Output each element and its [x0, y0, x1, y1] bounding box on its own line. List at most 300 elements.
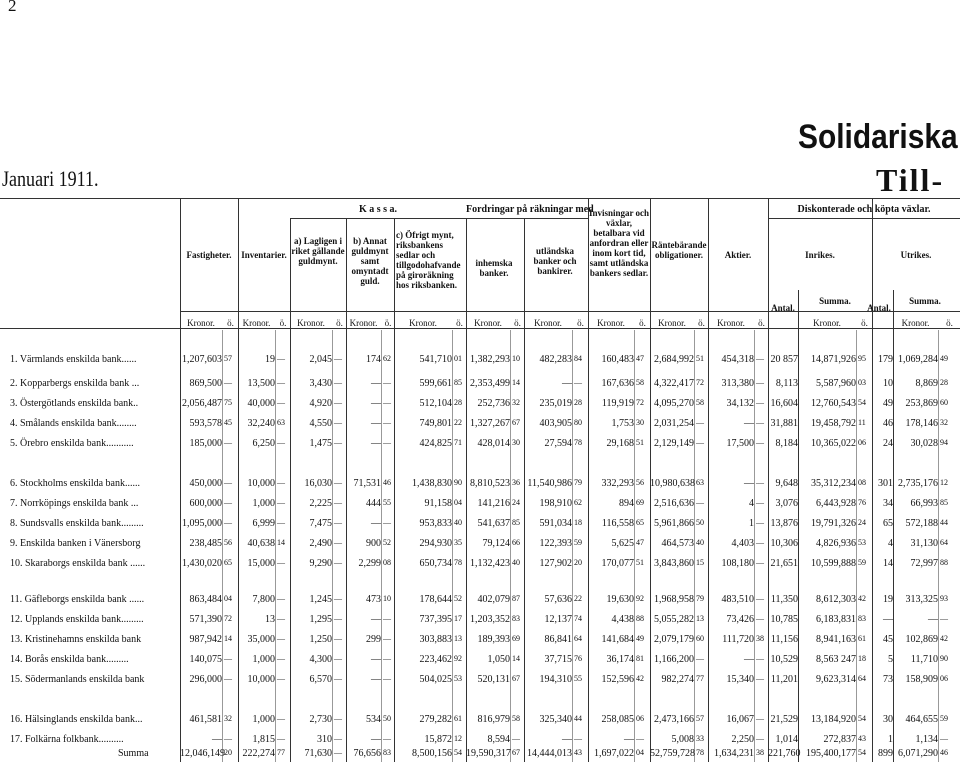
unit-ore: ö. — [336, 318, 343, 328]
cell-kronor: 1,000 — [252, 654, 275, 665]
bank-row — [0, 594, 960, 608]
cell-kronor: 178,146 — [905, 418, 938, 429]
cell-ore: 85 — [454, 378, 462, 387]
cell-ore: — — [334, 558, 342, 567]
cell-ore: — — [756, 418, 764, 427]
cell-kronor: 5,961,866 — [654, 518, 694, 529]
unit-ore: ö. — [456, 318, 463, 328]
cell-ore: — — [277, 654, 285, 663]
cell-kronor: 11,350 — [770, 594, 798, 605]
cell-kronor: 272,837 — [823, 734, 856, 745]
cell-kronor: 238,485 — [189, 538, 222, 549]
cell-kronor: 14,444,013 — [527, 748, 572, 759]
cell-kronor: 4 — [749, 498, 754, 509]
cell-ore: 50 — [696, 518, 704, 527]
cell-ore: — — [756, 518, 764, 527]
cell-kronor: 4,095,270 — [654, 398, 694, 409]
cell-kronor: 8,869 — [915, 378, 938, 389]
cell-kronor: 520,131 — [477, 674, 510, 685]
cell-kronor: 1,000 — [252, 714, 275, 725]
cell-ore: 40 — [512, 558, 520, 567]
cell-kronor: 141,684 — [601, 634, 634, 645]
cell-ore: — — [224, 674, 232, 683]
cell-kronor: — — [371, 734, 381, 745]
cell-ore: 32 — [224, 714, 232, 723]
cell-ore: — — [383, 518, 391, 527]
cell-ore: — — [696, 418, 704, 427]
cell-ore: — — [334, 398, 342, 407]
cell-ore: 79 — [696, 594, 704, 603]
group-fordringar: Fordringar på räkningar med — [466, 204, 594, 215]
cell-kronor: 572,188 — [905, 518, 938, 529]
cell-ore: 42 — [636, 674, 644, 683]
cell-ore: — — [696, 654, 704, 663]
cell-kronor: 45 — [883, 634, 893, 645]
cell-ore: — — [277, 478, 285, 487]
cell-kronor: 1,203,352 — [470, 614, 510, 625]
cell-kronor: 7,800 — [252, 594, 275, 605]
cell-kronor: — — [371, 418, 381, 429]
cell-kronor: 512,104 — [419, 398, 452, 409]
cell-ore: 60 — [940, 398, 948, 407]
cell-ore: — — [756, 734, 764, 743]
cell-kronor: 158,909 — [905, 674, 938, 685]
document-title: Solidariska — [798, 118, 958, 156]
fordringar-group-rule — [466, 218, 588, 219]
cell-kronor: — — [562, 734, 572, 745]
cell-kronor: 1,014 — [775, 734, 798, 745]
cell-kronor: 102,869 — [905, 634, 938, 645]
cell-ore: 83 — [858, 614, 866, 623]
bank-name: 5. Örebro enskilda bank........... — [10, 438, 134, 449]
cell-kronor: 296,000 — [189, 674, 222, 685]
header-utrikes: Utrikes. — [900, 250, 932, 260]
cell-ore: — — [756, 538, 764, 547]
cell-kronor: — — [883, 614, 893, 625]
cell-ore: 92 — [636, 594, 644, 603]
cell-ore: — — [756, 438, 764, 447]
cell-ore: — — [277, 498, 285, 507]
unit-ore: ö. — [946, 318, 953, 328]
cell-kronor: 2,225 — [309, 498, 332, 509]
header-fastigheter: Fastigheter. — [186, 250, 232, 260]
cell-kronor: 1,815 — [252, 734, 275, 745]
cell-kronor: 14 — [883, 558, 893, 569]
cell-kronor: 13 — [265, 614, 275, 625]
cell-ore: 06 — [636, 714, 644, 723]
cell-kronor: 1,475 — [309, 438, 332, 449]
cell-ore: 32 — [940, 418, 948, 427]
cell-ore: — — [756, 594, 764, 603]
unit-kronor: Kronor. — [901, 318, 930, 328]
cell-ore: 50 — [383, 714, 391, 723]
cell-ore: — — [224, 378, 232, 387]
cell-ore: — — [756, 478, 764, 487]
cell-kronor: 4,826,936 — [816, 538, 856, 549]
unit-kronor: Kronor. — [658, 318, 686, 328]
cell-ore: 51 — [636, 558, 644, 567]
cell-kronor: 749,801 — [419, 418, 452, 429]
cell-kronor: 2,735,176 — [898, 478, 938, 489]
unit-kronor: Kronor. — [597, 318, 625, 328]
cell-ore: — — [696, 498, 704, 507]
cell-ore: 78 — [574, 438, 582, 447]
bank-row — [0, 354, 960, 368]
cell-ore: 87 — [512, 594, 520, 603]
cell-kronor: 1,327,267 — [470, 418, 510, 429]
cell-ore: — — [334, 654, 342, 663]
cell-ore: — — [224, 478, 232, 487]
cell-ore: 64 — [858, 674, 866, 683]
cell-ore: 77 — [277, 748, 285, 757]
header-a-lagligen: a) Lagligen i riket gällande guldmynt. — [291, 236, 345, 266]
cell-kronor: — — [624, 734, 634, 745]
cell-kronor: — — [928, 614, 938, 625]
cell-ore: 18 — [574, 518, 582, 527]
bank-name: 9. Enskilda banken i Vänersborg — [10, 538, 141, 549]
cell-kronor: 122,393 — [539, 538, 572, 549]
bank-row — [0, 418, 960, 432]
cell-kronor: 2,129,149 — [654, 438, 694, 449]
cell-ore: 93 — [940, 594, 948, 603]
cell-kronor: 21,529 — [770, 714, 798, 725]
cell-kronor: 119,919 — [601, 398, 634, 409]
cell-ore: 74 — [574, 614, 582, 623]
cell-kronor: 9,290 — [309, 558, 332, 569]
cell-ore: 55 — [383, 498, 391, 507]
cell-ore: — — [277, 378, 285, 387]
cell-kronor: 4,322,417 — [654, 378, 694, 389]
header-rantebarande: Räntebärande obligationer. — [651, 240, 707, 260]
cell-kronor: 11,156 — [770, 634, 798, 645]
cell-ore: 54 — [858, 398, 866, 407]
group-diskonterade: Diskonterade och köpta växlar. — [797, 204, 931, 215]
cell-kronor: 7,475 — [309, 518, 332, 529]
cell-kronor: 167,636 — [601, 378, 634, 389]
cell-kronor: 160,483 — [601, 354, 634, 365]
cell-kronor: 29,168 — [606, 438, 634, 449]
bank-name: 15. Södermanlands enskilda bank — [10, 674, 145, 685]
cell-ore: 88 — [636, 614, 644, 623]
cell-kronor: 5,008 — [671, 734, 694, 745]
cell-ore: 61 — [454, 714, 462, 723]
cell-kronor: 21,651 — [770, 558, 798, 569]
cell-ore: — — [574, 378, 582, 387]
unit-ore: ö. — [227, 318, 234, 328]
cell-kronor: 1,295 — [309, 614, 332, 625]
cell-kronor: 1,968,958 — [654, 594, 694, 605]
cell-ore: 53 — [454, 674, 462, 683]
cell-kronor: 1,050 — [487, 654, 510, 665]
cell-kronor: 5,625 — [611, 538, 634, 549]
cell-kronor: 1,166,200 — [654, 654, 694, 665]
cell-ore: 58 — [512, 714, 520, 723]
cell-kronor: 8,612,303 — [816, 594, 856, 605]
cell-kronor: 19 — [883, 594, 893, 605]
cell-ore: — — [334, 594, 342, 603]
cell-kronor: 2,490 — [309, 538, 332, 549]
cell-ore: — — [334, 674, 342, 683]
cell-kronor: 31,881 — [770, 418, 798, 429]
cell-kronor: — — [371, 614, 381, 625]
cell-kronor: 534 — [366, 714, 381, 725]
cell-ore: 56 — [224, 538, 232, 547]
cell-kronor: 13,500 — [247, 378, 275, 389]
cell-ore: 60 — [696, 634, 704, 643]
cell-ore: 63 — [277, 418, 285, 427]
cell-kronor: 2,056,487 — [182, 398, 222, 409]
cell-kronor: — — [371, 518, 381, 529]
cell-ore: — — [277, 614, 285, 623]
cell-kronor: 49 — [883, 398, 893, 409]
cell-ore: 92 — [454, 654, 462, 663]
cell-kronor: 650,734 — [419, 558, 452, 569]
cell-kronor: — — [371, 674, 381, 685]
cell-ore: 30 — [636, 418, 644, 427]
cell-ore: 04 — [224, 594, 232, 603]
cell-kronor: 303,883 — [419, 634, 452, 645]
cell-kronor: 12,046,149 — [180, 748, 225, 759]
cell-kronor: 35,312,234 — [811, 478, 856, 489]
cell-ore: 08 — [858, 478, 866, 487]
header-b-annat: b) Annat guldmynt samt omyntadt guld. — [351, 236, 389, 286]
cell-ore: 64 — [940, 538, 948, 547]
cell-kronor: 258,085 — [601, 714, 634, 725]
header-inhemska: inhemska banker. — [475, 258, 513, 278]
cell-ore: 62 — [574, 498, 582, 507]
cell-kronor: 221,760 — [768, 748, 801, 759]
cell-kronor: 71,531 — [353, 478, 381, 489]
cell-ore: — — [224, 654, 232, 663]
bank-name: 17. Folkärna folkbank.......... — [10, 734, 124, 745]
cell-ore: — — [383, 634, 391, 643]
cell-ore: 32 — [512, 398, 520, 407]
cell-kronor: — — [744, 478, 754, 489]
cell-kronor: 10 — [883, 378, 893, 389]
cell-kronor: 464,655 — [905, 714, 938, 725]
cell-kronor: 332,293 — [601, 478, 634, 489]
cell-kronor: 10,599,888 — [811, 558, 856, 569]
cell-kronor: 91,158 — [424, 498, 452, 509]
cell-kronor: 6,570 — [309, 674, 332, 685]
cell-ore: — — [383, 674, 391, 683]
cell-kronor: 13,876 — [770, 518, 798, 529]
cell-ore: 72 — [696, 378, 704, 387]
cell-kronor: 10,980,638 — [650, 478, 695, 489]
cell-kronor: 863,484 — [189, 594, 222, 605]
bank-row — [0, 498, 960, 512]
cell-ore: 75 — [224, 398, 232, 407]
cell-ore: — — [383, 654, 391, 663]
cell-ore: — — [512, 734, 520, 743]
cell-kronor: 299 — [366, 634, 381, 645]
cell-ore: 24 — [512, 498, 520, 507]
cell-kronor: 464,573 — [661, 538, 694, 549]
cell-kronor: 253,869 — [905, 398, 938, 409]
cell-ore: 40 — [454, 518, 462, 527]
cell-ore: 78 — [454, 558, 462, 567]
cell-kronor: 599,661 — [419, 378, 452, 389]
cell-kronor: 1,382,293 — [470, 354, 510, 365]
cell-kronor: 10,785 — [770, 614, 798, 625]
cell-kronor: 454,318 — [721, 354, 754, 365]
cell-ore: — — [696, 438, 704, 447]
cell-kronor: 223,462 — [419, 654, 452, 665]
cell-kronor: 450,000 — [189, 478, 222, 489]
cell-ore: 06 — [940, 674, 948, 683]
unit-kronor: Kronor. — [349, 318, 378, 328]
cell-kronor: 16,030 — [304, 478, 332, 489]
document-date: Januari 1911. — [2, 166, 99, 191]
cell-kronor: 11,710 — [910, 654, 938, 665]
cell-kronor: 461,581 — [189, 714, 222, 725]
header-summa-utrikes: Summa. — [909, 296, 941, 306]
cell-kronor: 73 — [883, 674, 893, 685]
cell-ore: — — [224, 438, 232, 447]
cell-kronor: 76,656 — [353, 748, 381, 759]
cell-kronor: 279,282 — [419, 714, 452, 725]
cell-kronor: 444 — [366, 498, 381, 509]
header-unit-rule — [180, 311, 960, 312]
cell-ore: 65 — [224, 558, 232, 567]
header-antal-utrikes: Antal. — [867, 303, 891, 313]
cell-ore: 84 — [574, 354, 582, 363]
cell-ore: 49 — [636, 634, 644, 643]
cell-ore: 30 — [512, 438, 520, 447]
header-utlandska: utländska banker och bankirer. — [533, 246, 577, 276]
cell-kronor: 294,930 — [419, 538, 452, 549]
cell-ore: 83 — [512, 614, 520, 623]
cell-kronor: 37,715 — [544, 654, 572, 665]
cell-kronor: 31,130 — [910, 538, 938, 549]
cell-ore: 14 — [512, 378, 520, 387]
cell-ore: — — [756, 378, 764, 387]
cell-kronor: 2,079,179 — [654, 634, 694, 645]
cell-kronor: 14,871,926 — [811, 354, 856, 365]
cell-ore: 57 — [224, 354, 232, 363]
cell-kronor: 2,250 — [731, 734, 754, 745]
cell-ore: — — [334, 734, 342, 743]
cell-kronor: 894 — [619, 498, 634, 509]
cell-ore: 90 — [454, 478, 462, 487]
cell-ore: 55 — [574, 674, 582, 683]
cell-kronor: 1,438,830 — [412, 478, 452, 489]
cell-ore: 35 — [454, 538, 462, 547]
cell-kronor: 12,760,543 — [811, 398, 856, 409]
cell-kronor: 1,245 — [309, 594, 332, 605]
cell-kronor: 593,578 — [189, 418, 222, 429]
cell-ore: 76 — [574, 654, 582, 663]
cell-kronor: 869,500 — [189, 378, 222, 389]
cell-kronor: 953,833 — [419, 518, 452, 529]
cell-kronor: 185,000 — [189, 438, 222, 449]
cell-kronor: 1,000 — [252, 498, 275, 509]
cell-kronor: 1,634,231 — [714, 748, 754, 759]
cell-kronor: 2,045 — [309, 354, 332, 365]
cell-kronor: 19,791,326 — [811, 518, 856, 529]
cell-kronor: 4 — [888, 538, 893, 549]
cell-kronor: 402,079 — [477, 594, 510, 605]
cell-ore: — — [383, 398, 391, 407]
cell-kronor: 424,825 — [419, 438, 452, 449]
cell-ore: — — [277, 634, 285, 643]
cell-ore: — — [334, 538, 342, 547]
cell-kronor: 36,174 — [606, 654, 634, 665]
cell-kronor: 20 857 — [770, 354, 798, 365]
header-summa-inrikes: Summa. — [819, 296, 851, 306]
cell-ore: 42 — [940, 634, 948, 643]
cell-ore: 72 — [636, 398, 644, 407]
bank-row — [0, 714, 960, 728]
cell-ore: — — [334, 438, 342, 447]
bank-name: 16. Hälsinglands enskilda bank... — [10, 714, 143, 725]
cell-kronor: 111,720 — [722, 634, 754, 645]
cell-kronor: — — [744, 418, 754, 429]
cell-kronor: 152,596 — [601, 674, 634, 685]
cell-ore: 06 — [858, 438, 866, 447]
bank-name: 4. Smålands enskilda bank........ — [10, 418, 137, 429]
cell-kronor: 899 — [878, 748, 893, 759]
header-inrikes: Inrikes. — [805, 250, 835, 260]
cell-kronor: 1,069,284 — [898, 354, 938, 365]
unit-ore: ö. — [279, 318, 287, 328]
cell-kronor: 19,630 — [606, 594, 634, 605]
cell-ore: 88 — [940, 558, 948, 567]
cell-kronor: 2,516,636 — [654, 498, 694, 509]
cell-kronor: 1,430,020 — [182, 558, 222, 569]
cell-ore: 67 — [512, 418, 520, 427]
cell-kronor: 1 — [888, 734, 893, 745]
cell-kronor: 504,025 — [419, 674, 452, 685]
bank-row — [0, 654, 960, 668]
summa-label: Summa — [118, 748, 149, 759]
cell-kronor: 10,000 — [247, 478, 275, 489]
unit-ore: ö. — [639, 318, 646, 328]
cell-ore: 13 — [696, 614, 704, 623]
cell-kronor: 4,438 — [611, 614, 634, 625]
cell-kronor: 30 — [883, 714, 893, 725]
cell-ore: — — [277, 594, 285, 603]
cell-ore: 53 — [858, 538, 866, 547]
cell-ore: 59 — [858, 558, 866, 567]
cell-kronor: 10,306 — [770, 538, 798, 549]
cell-ore: 11 — [858, 418, 866, 427]
cell-ore: 58 — [636, 378, 644, 387]
cell-kronor: 483,510 — [721, 594, 754, 605]
cell-ore: — — [574, 734, 582, 743]
cell-kronor: 313,325 — [905, 594, 938, 605]
cell-kronor: 3,430 — [309, 378, 332, 389]
cell-kronor: 10,000 — [247, 674, 275, 685]
unit-ore: ö. — [577, 318, 584, 328]
cell-ore: 95 — [858, 354, 866, 363]
cell-kronor: 2,299 — [358, 558, 381, 569]
cell-ore: 51 — [696, 354, 704, 363]
cell-ore: 12 — [940, 478, 948, 487]
cell-ore: 44 — [940, 518, 948, 527]
cell-kronor: 40,000 — [247, 398, 275, 409]
cell-ore: — — [756, 354, 764, 363]
cell-ore: 10 — [383, 594, 391, 603]
cell-kronor: 10,365,022 — [811, 438, 856, 449]
cell-ore: 57 — [696, 714, 704, 723]
cell-ore: — — [334, 354, 342, 363]
cell-kronor: 16,067 — [726, 714, 754, 725]
cell-ore: 52 — [454, 594, 462, 603]
cell-ore: 18 — [858, 654, 866, 663]
cell-ore: 63 — [696, 478, 704, 487]
cell-kronor: 198,910 — [539, 498, 572, 509]
